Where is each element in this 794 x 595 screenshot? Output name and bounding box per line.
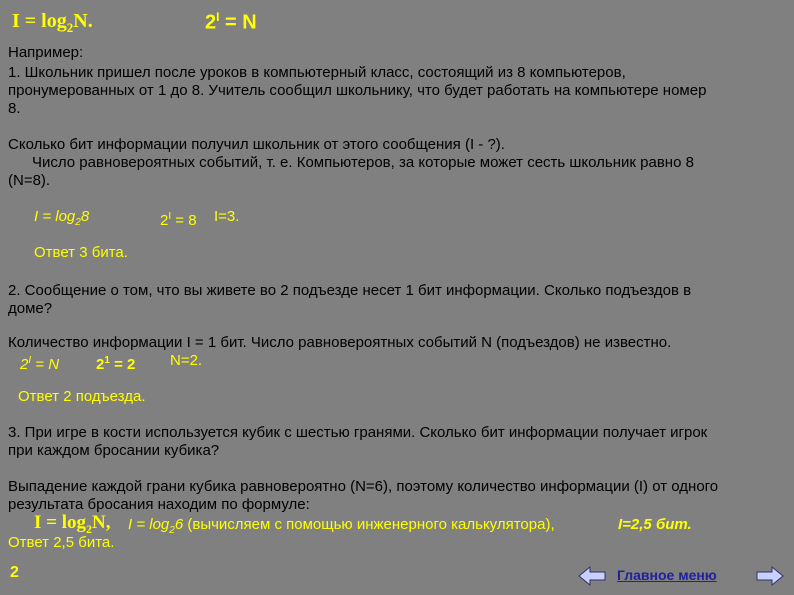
example1-line3: 8.: [8, 100, 21, 117]
example1-line2: пронумерованных от 1 до 8. Учитель сообщил школьнику, что будет работать на компьютере номер: [8, 82, 707, 99]
page-number: 2: [10, 564, 19, 581]
example1-calc-result: I=3.: [214, 208, 240, 225]
example1-line1: 1. Школьник пришел после уроков в компьютерный класс, состоящий из 8 компьютеров,: [8, 64, 626, 81]
main-menu-link[interactable]: Главное меню: [617, 567, 717, 583]
example2-answer: Ответ 2 подъезда.: [18, 388, 146, 405]
example3-calc: $I = \log_26$ (вычисляем с помощью инженерного калькулятора),: [128, 516, 555, 536]
forward-button[interactable]: [756, 566, 784, 586]
example3-result: I=2,5 бит.: [618, 516, 692, 533]
arrow-left-icon: [578, 566, 606, 586]
header-formula-power: $2^I = N$: [205, 10, 257, 34]
example1-n: (N=8).: [8, 172, 51, 189]
example2-calc-value: $2^1 = 2$: [96, 355, 136, 373]
example1-calc-power: $2^I = 8$: [160, 211, 197, 229]
example2-line2: доме?: [8, 300, 53, 317]
example1-calc-log: $I = \log_28$: [34, 208, 90, 228]
header-formula-log: $I = \log_2N$.: [12, 10, 93, 35]
example2-line1: 2. Сообщение о том, что вы живете во 2 подъезде несет 1 бит информации. Сколько подъездов в: [8, 282, 692, 299]
example3-line2: при каждом бросании кубика?: [8, 442, 220, 459]
example2-calc-result: N=2.: [170, 352, 203, 369]
arrow-right-icon: [756, 566, 784, 586]
example2-calc-power: $2^I = N$: [20, 355, 60, 373]
example3-formula: $I = \log_2N$,: [34, 512, 111, 536]
example1-answer: Ответ 3 бита.: [34, 244, 128, 261]
example1-events: Число равновероятных событий, т. е. Компьютеров, за которые может сесть школьник равно 8: [32, 154, 694, 171]
example1-question: Сколько бит информации получил школьник от этого сообщения (I - ?).: [8, 136, 505, 153]
intro-text: Например:: [8, 44, 84, 61]
example2-info: Количество информации I = 1 бит. Число равновероятных событий N (подъездов) не известно.: [8, 334, 672, 351]
example3-answer: Ответ 2,5 бита.: [8, 534, 115, 551]
example3-info1: Выпадение каждой грани кубика равновероятно (N=6), поэтому количество информации (I) от одного: [8, 478, 719, 495]
example3-line1: 3. При игре в кости используется кубик с шестью гранями. Сколько бит информации получает игрок: [8, 424, 708, 441]
example3-info2: результата бросания находим по формуле:: [8, 496, 310, 513]
back-button[interactable]: [578, 566, 606, 586]
